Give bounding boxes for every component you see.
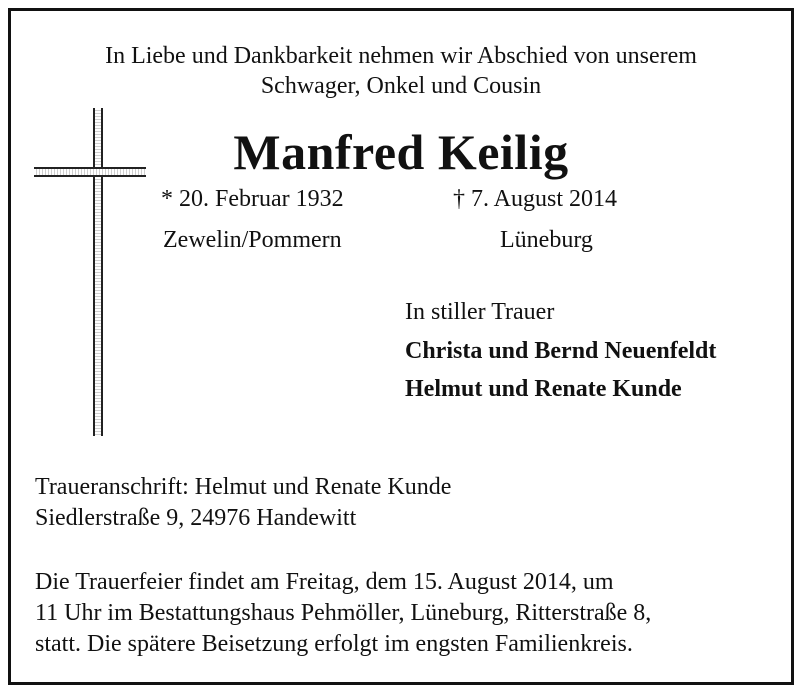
deceased-name: Manfred Keilig	[233, 124, 569, 180]
mourning-heading: In stiller Trauer	[405, 299, 555, 325]
ceremony-line-3: statt. Die spätere Beisetzung erfolgt im engsten Familienkreis.	[35, 631, 633, 657]
ceremony-line-2: 11 Uhr im Bestattungshaus Pehmöller, Lüneburg, Ritterstraße 8,	[35, 600, 652, 626]
death-place: Lüneburg	[500, 227, 593, 253]
birth-date: * 20. Februar 1932	[161, 186, 344, 212]
mourner-line-2: Helmut und Renate Kunde	[405, 376, 682, 402]
mourner-line-1: Christa und Bernd Neuenfeldt	[405, 338, 717, 364]
obituary-notice	[8, 8, 794, 685]
intro-line-2: Schwager, Onkel und Cousin	[260, 73, 542, 99]
birth-place: Zewelin/Pommern	[163, 227, 342, 253]
death-date: † 7. August 2014	[453, 186, 618, 212]
ceremony-line-1: Die Trauerfeier findet am Freitag, dem 15. August 2014, um	[35, 569, 614, 595]
address-line-2: Siedlerstraße 9, 24976 Handewitt	[35, 505, 357, 531]
address-line-1: Traueranschrift: Helmut und Renate Kunde	[35, 474, 452, 500]
intro-line-1: In Liebe und Dankbarkeit nehmen wir Abschied von unserem	[105, 43, 697, 69]
